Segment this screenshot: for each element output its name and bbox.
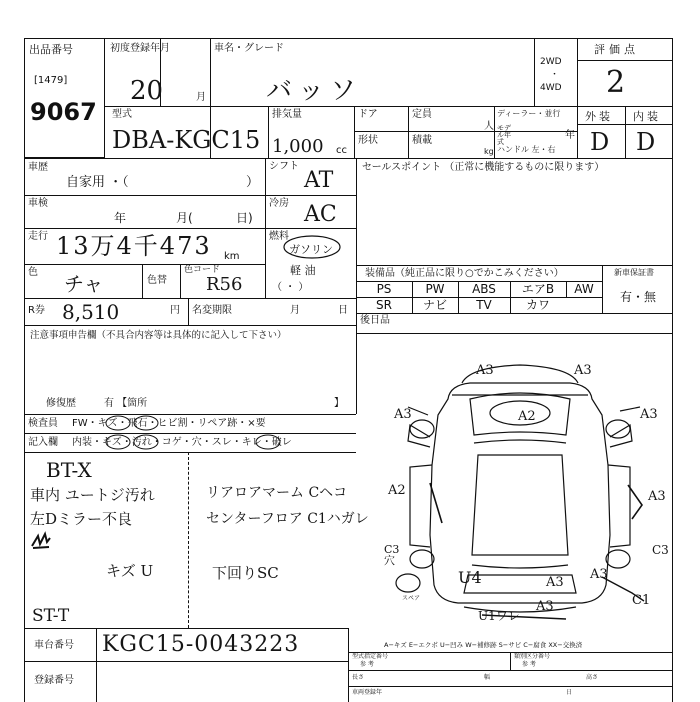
class-label: 類別区分番号 bbox=[514, 653, 551, 660]
transfer-label: 名変期限 bbox=[192, 305, 232, 316]
remark-line1: BT-X bbox=[46, 458, 92, 482]
transfer-day: 日 bbox=[338, 305, 348, 316]
remark-line2-left: 車内 ユートジ汚れ bbox=[30, 486, 155, 504]
sales-point-label: セールスポイント （正常に機能するものに限ります） bbox=[362, 162, 605, 173]
load-label: 積載 bbox=[412, 135, 432, 146]
mark-a2-left-side: A2 bbox=[388, 483, 406, 498]
warranty-value: 有・無 bbox=[620, 290, 657, 304]
shape-label: 形状 bbox=[358, 135, 378, 146]
shift-label: シフト bbox=[269, 161, 299, 172]
repair-close: 】 bbox=[334, 398, 344, 409]
equip-sr: SR bbox=[376, 298, 392, 312]
reg-year-label: 車両登録年 bbox=[352, 689, 383, 696]
interior-value: D bbox=[636, 128, 656, 156]
remark-line4-left: キズ U bbox=[106, 562, 154, 580]
notes-label: 注意事項申告欄（不具合内容等は具体的に記入して下さい） bbox=[30, 330, 287, 341]
displacement-unit: cc bbox=[336, 145, 347, 156]
dealer-label: ディーラー・並行 bbox=[497, 109, 561, 118]
warranty-label: 新車保証書 bbox=[614, 268, 654, 277]
fuel-paren: （ ・ ） bbox=[272, 282, 309, 293]
equip-tv: TV bbox=[476, 298, 492, 312]
year-unit: 年 bbox=[565, 130, 575, 141]
color-code-value: R56 bbox=[206, 274, 243, 295]
defect-circles bbox=[100, 414, 300, 452]
model-label: 車名・グレード bbox=[214, 43, 284, 54]
remark-line4-right: 下回りSC bbox=[212, 564, 279, 582]
color-code-label: 色コード bbox=[184, 265, 221, 275]
repair-label: 修復歴 bbox=[46, 398, 76, 409]
inspection-day: 日) bbox=[236, 211, 253, 225]
registration-label: 登録番号 bbox=[34, 675, 74, 686]
inspector-items: FW・キズ・飛石・ヒビ割・リペア跡・×要 bbox=[72, 418, 266, 429]
type-approval-sub: 参 考 bbox=[360, 661, 374, 668]
type-approval-label: 型式指定番号 bbox=[352, 653, 389, 660]
spare-label: スペア bbox=[402, 595, 421, 602]
type-value: DBA-KGC15 bbox=[112, 126, 261, 154]
equipment-label: 装備品（純正品に限り○でかこみください） bbox=[365, 268, 564, 279]
inspection-year: 年 bbox=[114, 211, 127, 225]
lot-number: 9067 bbox=[30, 98, 97, 126]
color-label: 色 bbox=[28, 267, 38, 278]
inspection-label: 車検 bbox=[28, 198, 48, 209]
type-label: 型式 bbox=[112, 109, 132, 120]
history-label: 車歴 bbox=[28, 162, 48, 173]
model-value: バッソ bbox=[266, 76, 363, 106]
first-reg-label: 初度登録年月 bbox=[110, 43, 170, 54]
mark-a3-top-right: A3 bbox=[574, 363, 592, 378]
mark-c3-hole: C3穴 bbox=[384, 543, 400, 567]
mark-a3-rear-right: A3 bbox=[590, 567, 608, 582]
remark-line3-right: センターフロア C1ハガレ bbox=[206, 511, 369, 527]
fuel-diesel: 軽 油 bbox=[290, 264, 316, 277]
equip-ps: PS bbox=[376, 282, 392, 296]
first-reg-year: 20 bbox=[130, 76, 164, 106]
displacement-value: 1,000 bbox=[272, 136, 324, 157]
drive-dot: ・ bbox=[550, 70, 560, 80]
mark-a3-right-side: A3 bbox=[648, 489, 666, 504]
aircon-label: 冷房 bbox=[269, 198, 289, 209]
equip-abs: ABS bbox=[472, 282, 496, 296]
capacity-label: 定員 bbox=[412, 109, 432, 120]
mileage-unit: km bbox=[224, 251, 240, 262]
lot-label: 出品番号 bbox=[29, 43, 73, 56]
exterior-label: 外装 bbox=[585, 110, 613, 123]
mark-a2-hood: A2 bbox=[518, 409, 536, 424]
height-label: 高さ bbox=[586, 674, 599, 681]
entry-label: 記入欄 bbox=[28, 437, 58, 448]
equip-aw: AW bbox=[574, 282, 594, 296]
fuel-gasoline: ガソリン bbox=[289, 243, 333, 256]
grade-label: 評価点 bbox=[594, 43, 639, 56]
aircon-value: AC bbox=[304, 202, 337, 227]
inspector-label: 検査員 bbox=[28, 418, 58, 429]
color-value: チャ bbox=[64, 272, 104, 296]
scribble-mark bbox=[30, 532, 52, 550]
recycle-value: 8,510 bbox=[62, 300, 120, 324]
remark-line2-right: リアロアマーム Cヘコ bbox=[206, 485, 348, 501]
displacement-label: 排気量 bbox=[272, 109, 302, 120]
equip-leather: カワ bbox=[525, 298, 550, 312]
entry-items: 内装・キズ・汚れ・コゲ・穴・スレ・キレ・破レ bbox=[72, 437, 292, 448]
lot-sub: [1479] bbox=[34, 75, 68, 86]
recycle-label: R券 bbox=[28, 305, 45, 316]
fuel-circle-mark bbox=[282, 234, 342, 260]
repair-value: 有 【箇所 bbox=[104, 398, 148, 409]
chassis-value: KGC15-0043223 bbox=[102, 632, 300, 657]
exterior-value: D bbox=[590, 128, 610, 156]
capacity-unit: 人 bbox=[484, 121, 494, 132]
equip-pw: PW bbox=[425, 282, 445, 296]
history-value: 自家用 ・（ bbox=[66, 175, 129, 190]
recycle-unit: 円 bbox=[170, 305, 180, 316]
remark-line5: ST-T bbox=[32, 606, 70, 626]
length-label: 長さ bbox=[352, 674, 365, 681]
mark-u1-crack: U1ワレ bbox=[478, 609, 520, 623]
width-label: 幅 bbox=[484, 674, 491, 681]
car-diagram bbox=[370, 355, 670, 625]
remark-line3-left: 左Dミラー不良 bbox=[30, 510, 133, 528]
model-year-label: モデル年式 bbox=[497, 124, 511, 146]
interior-label: 内装 bbox=[633, 110, 661, 123]
diagram-legend: A−キズ E−エクボ U−凹み W−補修跡 S−サビ C−腐食 XX−交換済 bbox=[384, 641, 583, 649]
drive-4wd: 4WD bbox=[540, 83, 562, 93]
history-close: ） bbox=[246, 175, 260, 190]
mark-a3-right: A3 bbox=[640, 407, 658, 422]
load-unit: kg bbox=[484, 147, 494, 156]
mark-c1: C1 bbox=[632, 593, 651, 608]
reg-date-label: 日 bbox=[566, 689, 573, 696]
mark-u4: U4 bbox=[458, 568, 482, 587]
drive-2wd: 2WD bbox=[540, 57, 562, 67]
equip-navi: ナビ bbox=[422, 298, 447, 312]
mark-c3-right: C3 bbox=[652, 543, 669, 557]
handle-label: ハンドル 左・右 bbox=[497, 145, 556, 154]
mark-a3-rear-bottom: A3 bbox=[536, 599, 554, 614]
class-sub: 参 考 bbox=[522, 661, 536, 668]
rear-seat-label: 後日品 bbox=[360, 315, 390, 326]
mileage-label: 走行 bbox=[28, 231, 48, 242]
equip-airbag: エアB bbox=[521, 282, 555, 296]
mark-a3-top-left: A3 bbox=[476, 363, 494, 378]
door-label: ドア bbox=[358, 109, 378, 120]
mark-a3-left: A3 bbox=[394, 407, 412, 422]
transfer-month: 月 bbox=[290, 305, 300, 316]
fuel-label: 燃料 bbox=[269, 231, 289, 242]
first-reg-month-unit: 月 bbox=[196, 92, 206, 103]
mileage-value: 13万4千473 bbox=[56, 232, 212, 260]
inspection-month: 月( bbox=[176, 211, 193, 225]
color-change-label: 色替 bbox=[147, 275, 167, 286]
grade-value: 2 bbox=[606, 65, 626, 100]
chassis-label: 車台番号 bbox=[34, 640, 74, 651]
shift-value: AT bbox=[304, 168, 334, 193]
mark-a3-rear-center: A3 bbox=[546, 575, 564, 590]
